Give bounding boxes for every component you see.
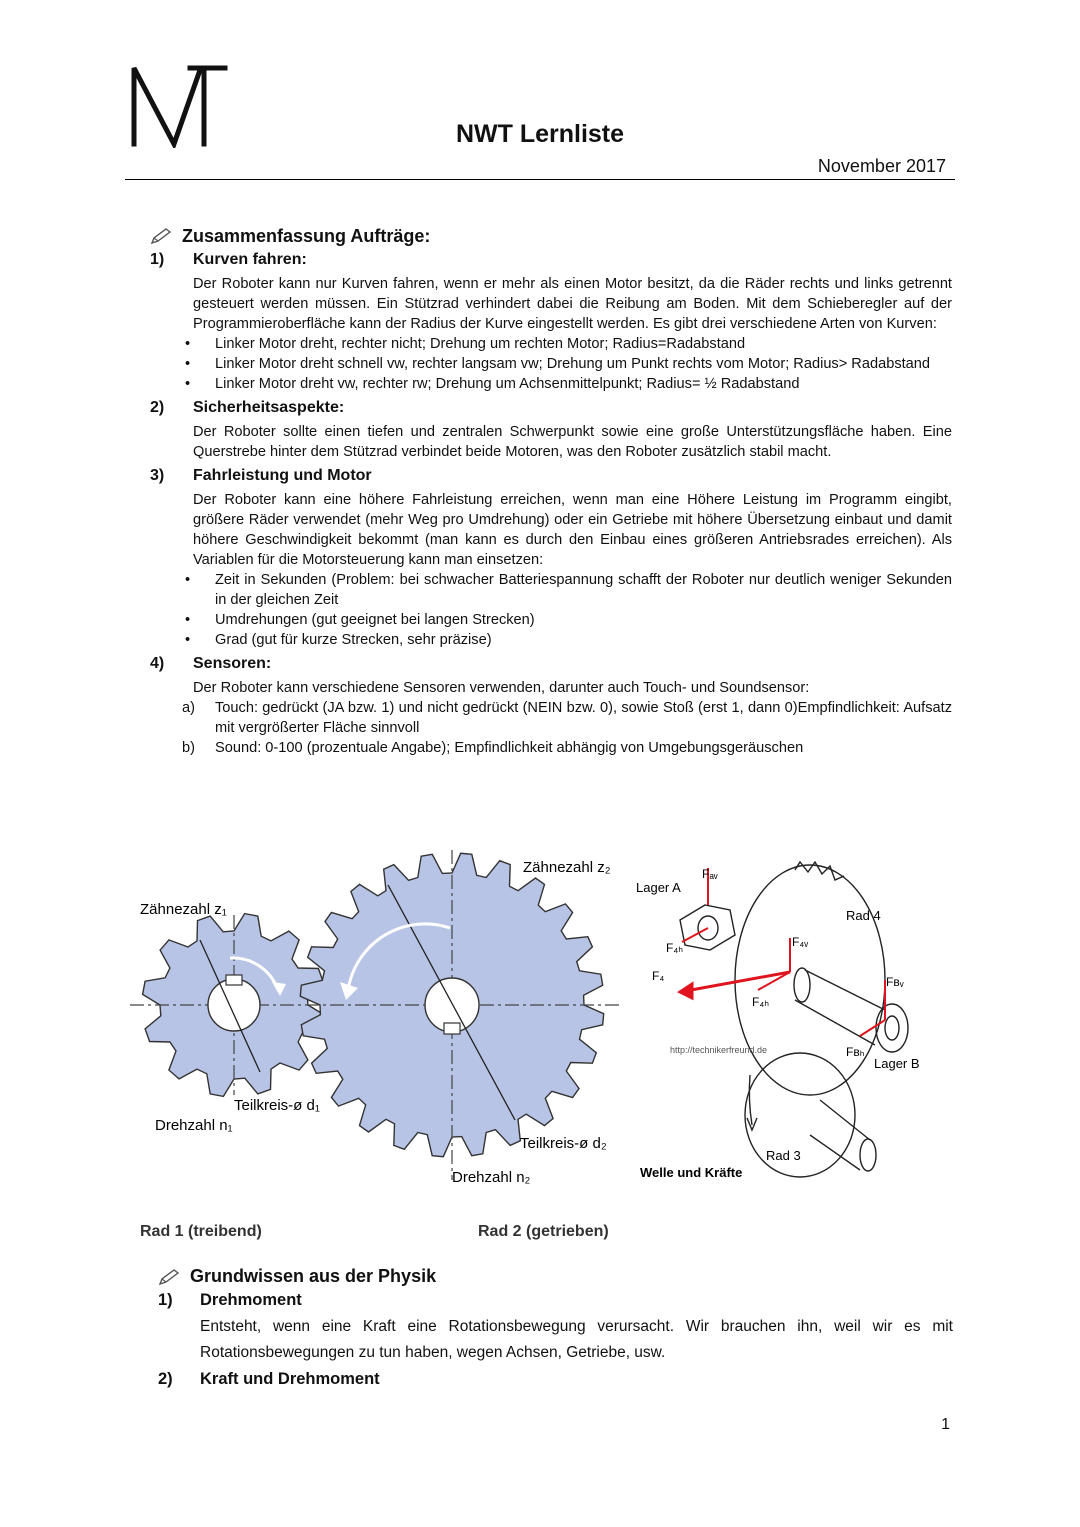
list-item: • Linker Motor dreht, rechter nicht; Drehung um rechten Motor; Radius=Radabstand [215,334,952,354]
label-source-url: http://technikerfreund.de [670,1045,768,1055]
label-f4h: F₄ₕ [752,995,770,1009]
label-z1: Zähnezahl z₁ [140,901,227,918]
list-marker: b) [182,740,195,756]
summary-heading [150,226,952,246]
section-number: 1) [150,251,165,268]
section-sicherheit [150,398,952,462]
list-item: • Grad (gut für kurze Strecken, sehr präzise) [215,630,952,650]
caption-rad2: Rad 2 (getrieben) [478,1223,609,1240]
label-n1: Drehzahl n₁ [155,1117,233,1134]
pencil-icon [158,1268,180,1286]
section-title: Sicherheitsaspekte: [193,399,345,416]
gear-pair-figure [130,850,620,1200]
section-title: Sensoren: [193,655,272,672]
section-text: Der Roboter kann eine höhere Fahrleistung erreichen, wenn man eine Höhere Leistung im Programm eingibt, größere Räder verwendet (mehr Weg pro Umdrehung) oder ein Getriebe mit höhere Übersetzung einbaut und damit höhere Geschwindigkeit bekommt (man kann es durch den Einbau eines größeren Antriebsrades erreichen). Als Variablen für die Motorsteuerung kann man einsetzen: [193,492,952,568]
page-number: 1 [941,1416,950,1433]
lettered-list [150,698,952,758]
section-number: 2) [158,1370,173,1388]
label-rad3: Rad 3 [766,1148,801,1163]
section-text: Entsteht, wenn eine Kraft eine Rotationsbewegung verursacht. Wir brauchen ihn, weil wir es mit Rotationsbewegungen zu tun haben, wegen Achsen, Getriebe, usw. [200,1318,953,1361]
label-n2: Drehzahl n₂ [452,1169,531,1186]
list-item: • Zeit in Sekunden (Problem: bei schwacher Batteriespannung schafft der Roboter nur deutlich weniger Sekunden in der gleichen Zeit [215,570,952,610]
section-kraft-drehmoment [158,1370,953,1389]
list-marker: a) [182,700,195,716]
section-number: 1) [158,1291,173,1309]
header-divider [125,179,955,180]
label-fah: F₄ₕ [666,941,684,955]
section-number: 2) [150,399,165,416]
section-number: 3) [150,467,165,484]
section-title: Fahrleistung und Motor [193,467,372,484]
physics-heading [158,1266,953,1287]
summary-section [150,226,952,758]
physics-heading-text: Grundwissen aus der Physik [190,1266,437,1286]
caption-welle: Welle und Kräfte [640,1165,743,1180]
section-drehmoment [158,1291,953,1366]
section-title: Drehmoment [200,1291,302,1309]
label-lager-a: Lager A [636,880,681,895]
label-d2: Teilkreis-ø d₂ [520,1135,607,1152]
list-text: Touch: gedrückt (JA bzw. 1) und nicht gedrückt (NEIN bzw. 0), sowie Stoß (erst 1, dann 0)Empfindlichkeit: Aufsatz mit vergrößerter Fläche sinnvoll [215,700,952,736]
pencil-icon [150,227,172,245]
section-title: Kraft und Drehmoment [200,1370,380,1388]
label-rad4: Rad 4 [846,908,881,923]
label-f4v: F₄ᵥ [792,935,809,949]
label-fbh: Fʙₕ [846,1045,865,1059]
list-item [182,698,952,738]
section-text: Der Roboter sollte einen tiefen und zentralen Schwerpunkt sowie eine große Unterstützungsfläche haben. Eine Querstrebe hinter dem Stützrad verbindet beide Motoren, was den Roboter zusätzlich stabil macht. [193,424,952,460]
shaft-forces-figure [630,850,930,1185]
bullet-list [150,334,952,394]
section-sensoren [150,654,952,758]
section-kurven [150,250,952,394]
label-d1: Teilkreis-ø d₁ [234,1097,320,1114]
caption-rad1: Rad 1 (treibend) [140,1223,262,1240]
label-z2: Zähnezahl z₂ [523,859,611,876]
label-f4: F₄ [652,969,665,983]
section-number: 4) [150,655,165,672]
list-item: • Umdrehungen (gut geeignet bei langen Strecken) [215,610,952,630]
document-date: November 2017 [817,156,946,176]
section-fahrleistung [150,466,952,650]
list-item: • Linker Motor dreht vw, rechter rw; Drehung um Achsenmittelpunkt; Radius= ½ Radabstand [215,374,952,394]
section-title: Kurven fahren: [193,251,307,268]
label-fbv: Fʙᵥ [886,975,904,989]
list-item: • Linker Motor dreht schnell vw, rechter langsam vw; Drehung um Punkt rechts vom Motor; Radius> Radabstand [215,354,952,374]
label-lager-b: Lager B [874,1056,920,1071]
section-text: Der Roboter kann nur Kurven fahren, wenn er mehr als einen Motor besitzt, da die Räder rechts und links getrennt gesteuert werden müssen. Ein Stützrad verhindert dabei die Reibung am Boden. Mit dem Schieberegler auf der Programmieroberfläche kann der Radius der Kurve eingestellt werden. Es gibt drei verschiedene Arten von Kurven: [193,276,952,332]
document-title: NWT Lernliste [455,120,625,148]
list-text: Sound: 0-100 (prozentuale Angabe); Empfindlichkeit abhängig von Umgebungsgeräuschen [215,740,804,756]
list-item [182,738,952,758]
physics-section [158,1266,953,1389]
label-fav: Fₐᵥ [702,867,718,881]
section-text: Der Roboter kann verschiedene Sensoren verwenden, darunter auch Touch- und Soundsensor: [193,680,810,696]
summary-heading-text: Zusammenfassung Aufträge: [182,226,431,246]
bullet-list [150,570,952,650]
